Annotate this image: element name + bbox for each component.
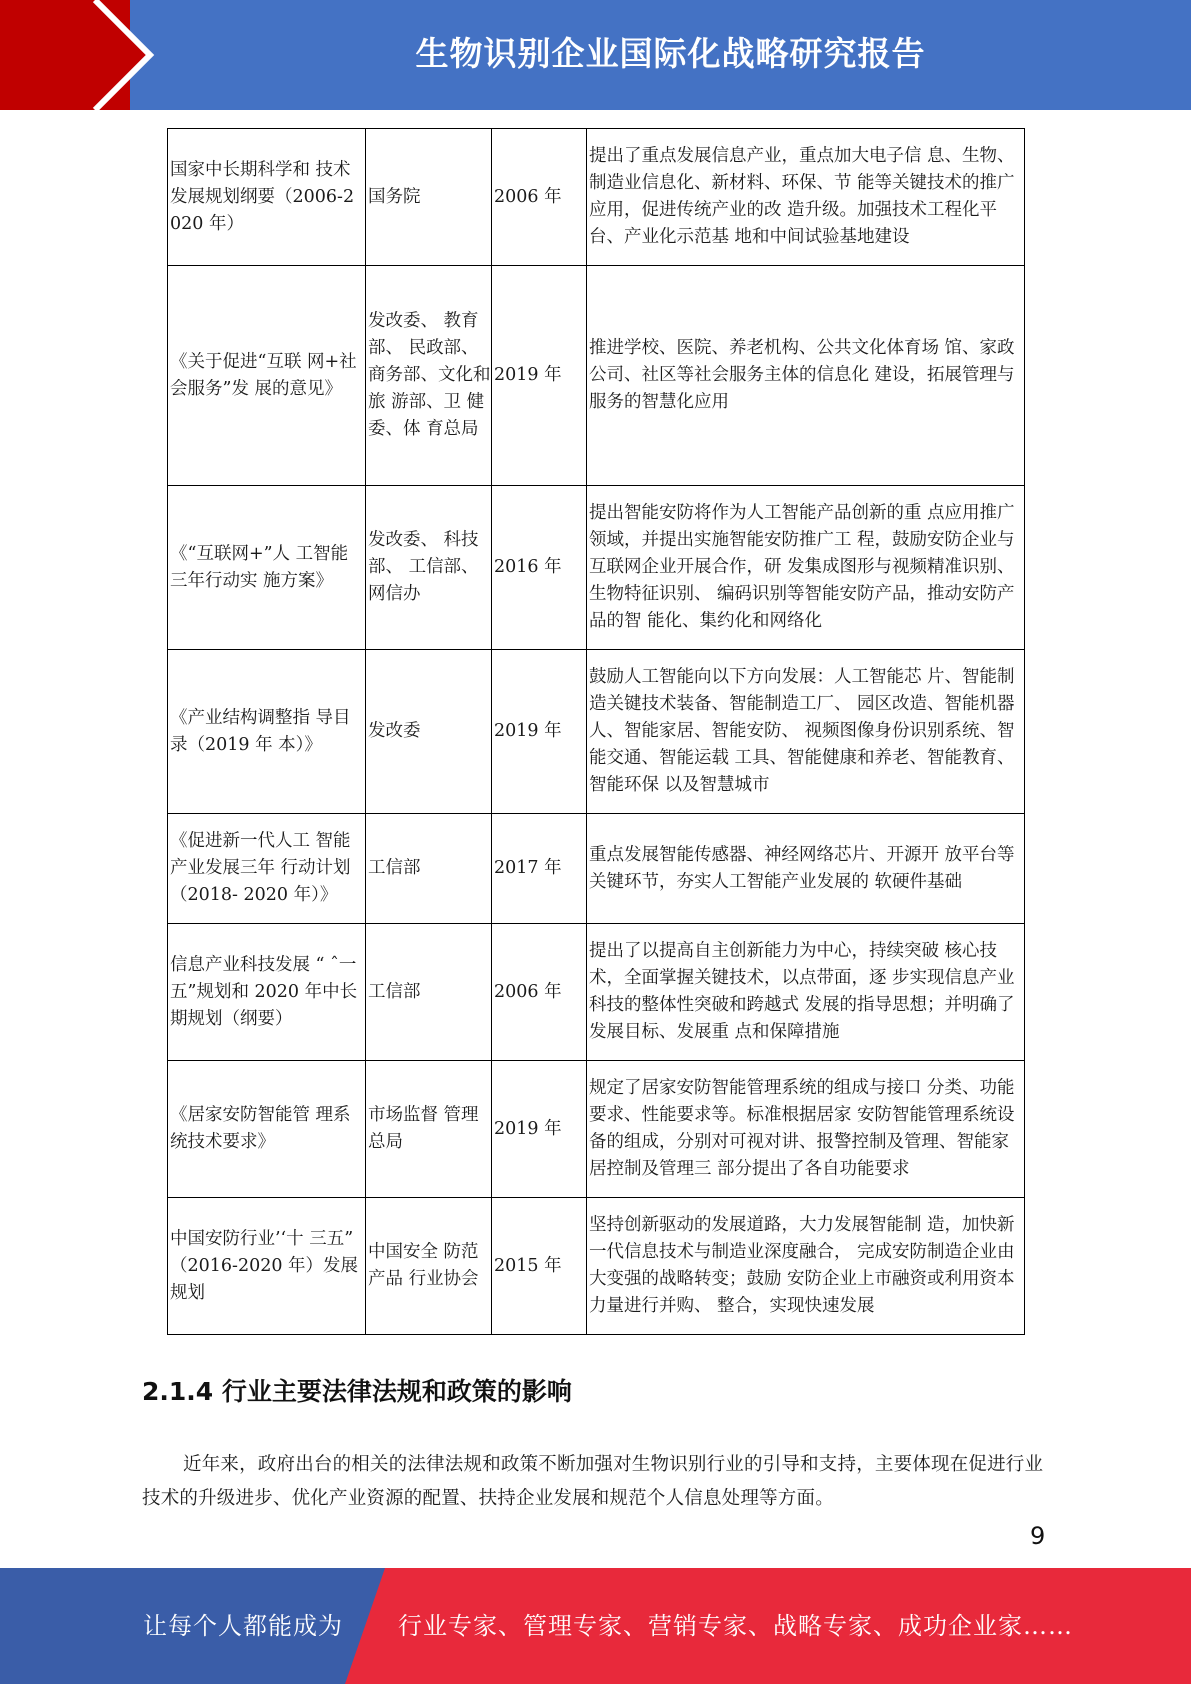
policy-name-cell: 《关于促进“互联 网+社会服务”发 展的意见》: [168, 266, 366, 486]
year-cell: 2006 年: [492, 924, 587, 1061]
page-header: [0, 0, 1191, 110]
content-cell: 推进学校、医院、养老机构、公共文化体育场 馆、家政公司、社区等社会服务主体的信息化 建设，拓展管理与服务的智慧化应用: [587, 266, 1025, 486]
footer-slogan-right: 行业专家、管理专家、营销专家、战略专家、成功企业家……: [398, 1612, 1073, 1640]
policy-name-cell: 信息产业科技发展 “ ˆ一五”规划和 2020 年中长期规划（纲要）: [168, 924, 366, 1061]
page-number: 9: [1030, 1522, 1046, 1550]
issuer-cell: 发改委、 科技部、 工信部、 网信办: [366, 486, 492, 650]
table-row: [168, 1061, 1025, 1198]
content-cell: 提出智能安防将作为人工智能产品创新的重 点应用推广领域，并提出实施智能安防推广工 程，鼓励安防企业与互联网企业开展合作，研 发集成图形与视频精准识别、生物特征识别、 编码识别等智能安防产品，推动安防产品的智 能化、集约化和网络化: [587, 486, 1025, 650]
year-cell: 2019 年: [492, 650, 587, 814]
year-cell: 2015 年: [492, 1198, 587, 1335]
header-chevron-icon: [0, 0, 160, 110]
issuer-cell: 发改委、 教育部、 民政部、 商务部、文化和旅 游部、卫 健委、体 育总局: [366, 266, 492, 486]
issuer-cell: 国务院: [366, 129, 492, 266]
content-cell: 提出了重点发展信息产业，重点加大电子信 息、生物、制造业信息化、新材料、环保、节 能等关键技术的推广应用，促进传统产业的改 造升级。加强技术工程化平台、产业化示范基 地和中间试验基地建设: [587, 129, 1025, 266]
table-row: [168, 924, 1025, 1061]
year-cell: 2019 年: [492, 1061, 587, 1198]
footer-slogan-left: 让每个人都能成为: [143, 1612, 343, 1640]
policy-name-cell: 《促进新一代人工 智能产业发展三年 行动计划（2018- 2020 年）》: [168, 814, 366, 924]
year-cell: 2006 年: [492, 129, 587, 266]
policy-name-cell: 中国安防行业’‘十 三五” （2016-2020 年）发展规划: [168, 1198, 366, 1335]
table-row: [168, 814, 1025, 924]
report-title: 生物识别企业国际化战略研究报告: [415, 34, 926, 73]
year-cell: 2019 年: [492, 266, 587, 486]
content-cell: 提出了以提高自主创新能力为中心，持续突破 核心技术，全面掌握关键技术，以点带面，逐 步实现信息产业科技的整体性突破和跨越式 发展的指导思想；并明确了发展目标、发展重 点和保障措施: [587, 924, 1025, 1061]
section-heading: 2.1.4 行业主要法律法规和政策的影响: [142, 1377, 572, 1406]
policy-name-cell: 《产业结构调整指 导目录（2019 年 本）》: [168, 650, 366, 814]
issuer-cell: 发改委: [366, 650, 492, 814]
issuer-cell: 工信部: [366, 924, 492, 1061]
table-row: [168, 486, 1025, 650]
issuer-cell: 工信部: [366, 814, 492, 924]
table-row: [168, 129, 1025, 266]
policy-name-cell: 《居家安防智能管 理系统技术要求》: [168, 1061, 366, 1198]
page-footer: [0, 1568, 1191, 1684]
content-cell: 坚持创新驱动的发展道路，大力发展智能制 造，加快新一代信息技术与制造业深度融合， 完成安防制造企业由大变强的战略转变；鼓励 安防企业上市融资或利用资本力量进行并购、 整合，实现快速发展: [587, 1198, 1025, 1335]
table-row: [168, 266, 1025, 486]
issuer-cell: 中国安全 防范产品 行业协会: [366, 1198, 492, 1335]
year-cell: 2017 年: [492, 814, 587, 924]
content-cell: 规定了居家安防智能管理系统的组成与接口 分类、功能要求、性能要求等。标准根据居家 安防智能管理系统设备的组成，分别对可视对讲、报警控制及管理、智能家居控制及管理三 部分提出了各自功能要求: [587, 1061, 1025, 1198]
policy-name-cell: 国家中长期科学和 技术发展规划纲要（2006-2020 年）: [168, 129, 366, 266]
policy-name-cell: 《“互联网+”人 工智能三年行动实 施方案》: [168, 486, 366, 650]
table-row: [168, 1198, 1025, 1335]
issuer-cell: 市场监督 管理总局: [366, 1061, 492, 1198]
table-row: [168, 650, 1025, 814]
year-cell: 2016 年: [492, 486, 587, 650]
content-cell: 重点发展智能传感器、神经网络芯片、开源开 放平台等关键环节，夯实人工智能产业发展的 软硬件基础: [587, 814, 1025, 924]
body-paragraph: 近年来，政府出台的相关的法律法规和政策不断加强对生物识别行业的引导和支持，主要体现在促进行业技术的升级进步、优化产业资源的配置、扶持企业发展和规范个人信息处理等方面。: [142, 1454, 1044, 1509]
content-cell: 鼓励人工智能向以下方向发展：人工智能芯 片、智能制造关键技术装备、智能制造工厂、 园区改造、智能机器人、智能家居、智能安防、 视频图像身份识别系统、智能交通、智能运载 工具、智能健康和养老、智能教育、智能环保 以及智慧城市: [587, 650, 1025, 814]
policy-table: [167, 128, 1025, 1335]
